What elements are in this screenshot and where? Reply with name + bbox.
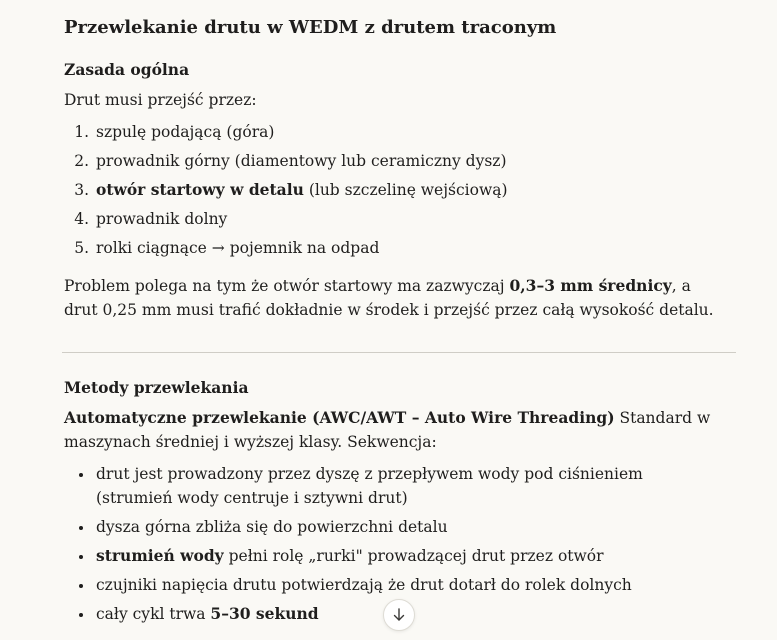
section-heading-general: Zasada ogólna bbox=[64, 60, 190, 79]
threading-path-list bbox=[64, 120, 714, 260]
document-body-methods bbox=[64, 376, 714, 636]
section-heading-methods: Metody przewlekania bbox=[64, 378, 249, 397]
list-item: 3. otwór startowy w detalu (lub szczelinę wejściową) bbox=[94, 178, 714, 202]
list-item: 5. rolki ciągnące → pojemnik na odpad bbox=[94, 236, 714, 260]
document-body bbox=[64, 16, 714, 340]
section-divider bbox=[62, 352, 736, 353]
list-item: • czujniki napięcia drutu potwierdzają że drut dotarł do rolek dolnych bbox=[94, 573, 714, 597]
list-item: 4. prowadnik dolny bbox=[94, 207, 714, 231]
auto-threading-paragraph: Automatyczne przewlekanie (AWC/AWT – Auto Wire Threading) Standard w maszynach średniej i wyższej klasy. Sekwencja: bbox=[64, 408, 711, 451]
list-item: • drut jest prowadzony przez dyszę z przepływem wody pod ciśnieniem (strumień wody centruje i sztywni drut) bbox=[94, 462, 714, 510]
list-item: 2. prowadnik górny (diamentowy lub ceramiczny dysz) bbox=[94, 149, 714, 173]
page-title: Przewlekanie drutu w WEDM z drutem traconym bbox=[64, 17, 557, 38]
problem-paragraph: Problem polega na tym że otwór startowy ma zazwyczaj 0,3–3 mm średnicy, a drut 0,25 mm musi trafić dokładnie w środek i przejść przez całą wysokość detalu. bbox=[64, 276, 714, 319]
list-item: • dysza górna zbliża się do powierzchni detalu bbox=[94, 515, 714, 539]
arrow-down-icon bbox=[392, 607, 406, 623]
scroll-to-bottom-button[interactable] bbox=[383, 599, 415, 631]
list-item: • cały cykl trwa 5–30 sekund bbox=[94, 602, 714, 626]
list-item: 1. szpulę podającą (góra) bbox=[94, 120, 714, 144]
list-item: • strumień wody pełni rolę „rurki" prowadzącej drut przez otwór bbox=[94, 544, 714, 568]
section-intro: Drut musi przejść przez: bbox=[64, 91, 257, 109]
